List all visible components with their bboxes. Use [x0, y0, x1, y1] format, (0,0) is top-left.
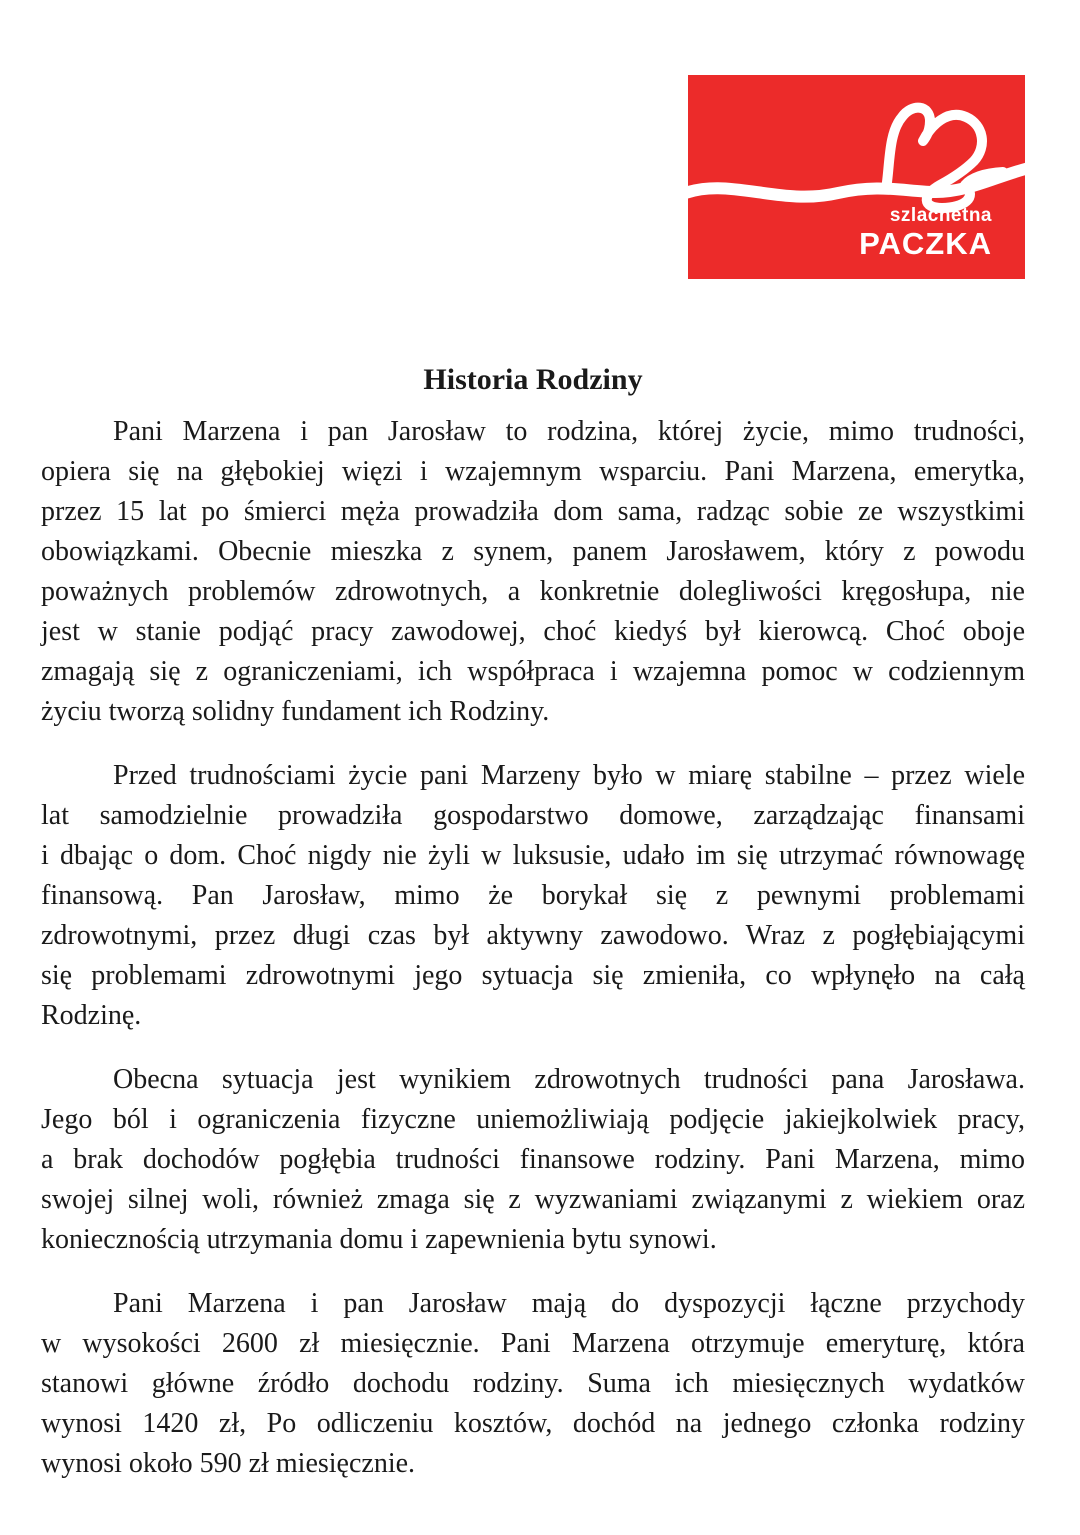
document-content: [41, 361, 1025, 1484]
szlachetna-paczka-logo: [688, 75, 1025, 279]
text-line: zmagają się z ograniczeniami, ich współpraca i wzajemna pomoc w codziennym: [41, 656, 1025, 687]
text-line: a brak dochodów pogłębia trudności finansowe rodziny. Pani Marzena, mimo: [41, 1144, 1025, 1175]
text-line: stanowi główne źródło dochodu rodziny. Suma ich miesięcznych wydatków: [41, 1368, 1025, 1399]
text-line: obowiązkami. Obecnie mieszka z synem, panem Jarosławem, który z powodu: [41, 536, 1025, 567]
logo-brand-line1: szlachetna: [889, 205, 992, 226]
text-line: poważnych problemów zdrowotnych, a konkretnie dolegliwości kręgosłupa, nie: [41, 576, 1025, 607]
text-line: Obecna sytuacja jest wynikiem zdrowotnych trudności pana Jarosława.: [113, 1064, 1025, 1095]
text-line: życiu tworzą solidny fundament ich Rodziny.: [41, 696, 550, 727]
text-line: Przed trudnościami życie pani Marzeny było w miarę stabilne – przez wiele: [113, 760, 1025, 791]
text-line: Pani Marzena i pan Jarosław to rodzina, której życie, mimo trudności,: [113, 416, 1025, 447]
text-line: jest w stanie podjąć pracy zawodowej, choć kiedyś był kierowcą. Choć oboje: [41, 616, 1025, 647]
text-line: swojej silnej woli, również zmaga się z wyzwaniami związanymi z wiekiem oraz: [41, 1184, 1025, 1215]
text-line: się problemami zdrowotnymi jego sytuacja się zmieniła, co wpłynęło na całą: [41, 960, 1025, 991]
text-line: zdrowotnymi, przez długi czas był aktywny zawodowo. Wraz z pogłębiającymi: [41, 920, 1025, 951]
text-line: Pani Marzena i pan Jarosław mają do dyspozycji łączne przychody: [113, 1288, 1025, 1319]
text-line: i dbając o dom. Choć nigdy nie żyli w luksusie, udało im się utrzymać równowagę: [41, 840, 1025, 871]
text-line: Rodzinę.: [41, 1000, 142, 1031]
text-line: przez 15 lat po śmierci męża prowadziła dom sama, radząc sobie ze wszystkimi: [41, 496, 1025, 527]
text-line: Jego ból i ograniczenia fizyczne uniemożliwiają podjęcie jakiejkolwiek pracy,: [41, 1104, 1025, 1135]
text-line: opiera się na głębokiej więzi i wzajemnym wsparciu. Pani Marzena, emerytka,: [41, 456, 1025, 487]
logo-wordmark: [859, 206, 992, 259]
paragraph: [41, 756, 1025, 1036]
text-line: w wysokości 2600 zł miesięcznie. Pani Marzena otrzymuje emeryturę, która: [41, 1328, 1025, 1359]
text-line: koniecznością utrzymania domu i zapewnienia bytu synowi.: [41, 1224, 717, 1255]
paragraph: [41, 1284, 1025, 1484]
page-title: Historia Rodziny: [423, 363, 643, 396]
paragraph: [41, 1060, 1025, 1260]
text-line: wynosi około 590 zł miesięcznie.: [41, 1448, 416, 1479]
text-line: finansową. Pan Jarosław, mimo że borykał się z pewnymi problemami: [41, 880, 1025, 911]
logo-brand-line2: PACZKA: [859, 226, 992, 261]
paragraph: [41, 412, 1025, 732]
text-line: wynosi 1420 zł, Po odliczeniu kosztów, dochód na jednego członka rodziny: [41, 1408, 1025, 1439]
document-body: [41, 412, 1025, 1484]
text-line: lat samodzielnie prowadziła gospodarstwo domowe, zarządzając finansami: [41, 800, 1025, 831]
